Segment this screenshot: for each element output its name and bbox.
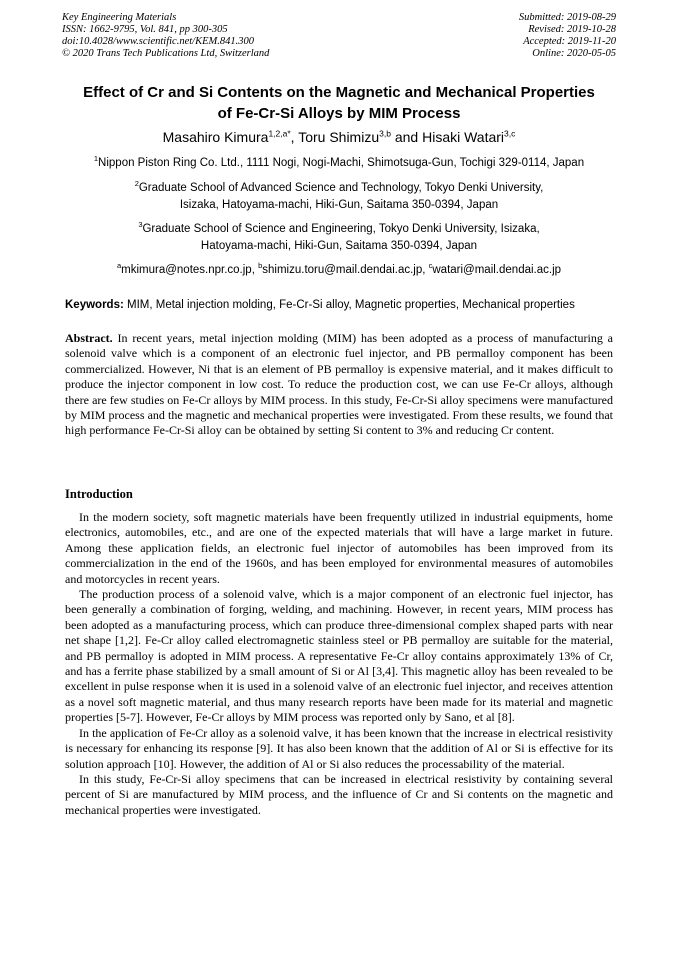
- journal-dates: [519, 12, 616, 60]
- affil-mark: 2: [134, 179, 139, 189]
- email-mark: b: [258, 261, 263, 271]
- affil-mark: 1: [93, 154, 99, 164]
- paragraph: In the application of Fe-Cr alloy as a solenoid valve, it has been known that the increase in electrical resistivity is necessary for enhancing its response [9]. It has also been known that the addition of Al or Si is effective for its solution approach [10]. However, the addition of Al or Si also reduces the processability of the material.: [65, 725, 613, 771]
- author-name: Toru Shimizu: [298, 129, 380, 145]
- date-revised: Revised: 2019-10-28: [528, 24, 616, 35]
- affil-line-2: Isizaka, Hatoyama-machi, Hiki-Gun, Saitama 350-0394, Japan: [179, 199, 499, 211]
- abstract-label: Abstract.: [65, 331, 113, 345]
- affil-line-1: Graduate School of Science and Engineering, Tokyo Denki University, Isizaka,: [142, 223, 540, 235]
- paper-title: [50, 82, 628, 124]
- author-name: Masahiro Kimura: [162, 129, 269, 145]
- journal-issn: ISSN: 1662-9795, Vol. 841, pp 300-305: [62, 24, 228, 35]
- affiliation-3: [90, 221, 588, 255]
- keywords: [65, 298, 616, 312]
- author-separator: ,: [290, 129, 299, 145]
- date-online: Online: 2020-05-05: [532, 48, 616, 59]
- affil-mark: 3: [138, 220, 143, 230]
- abstract: [65, 331, 613, 439]
- date-accepted: Accepted: 2019-11-20: [523, 36, 616, 47]
- abstract-text: In recent years, metal injection molding (MIM) has been adopted as a process of manufacturing a solenoid valve which is a component of an electronic fuel injector, and PB permalloy component has been commercialized. However, Ni that is an element of PB permalloy is expensive material, and it makes difficult to produce the injector component in low cost. To reduce the production cost, we can use Fe-Cr alloys, although there are few studies on Fe-Cr alloys by MIM process. In this study, Fe-Cr-Si alloy specimens were manufactured by MIM process and the magnetic and mechanical properties were investigated. From these results, we found that high performance Fe-Cr-Si alloy can be obtained by setting Si content to 3% and reducing Cr content.: [65, 331, 613, 438]
- affil-text: Nippon Piston Ring Co. Ltd., 1111 Nogi, Nogi-Machi, Shimotsuga-Gun, Tochigi 329-0114, Japan: [98, 157, 585, 169]
- author-separator: and: [390, 129, 423, 145]
- paragraph: In the modern society, soft magnetic materials have been frequently utilized in industrial equipments, home electronics, automobiles, etc., and are one of the expected materials that will have a large market in future. Among these application fields, an electronic fuel injector of automobiles has been improved from its commercialization in the end of the 1960s, and has been employed for environmental measures of automobiles and motorcycles in recent years.: [65, 510, 613, 586]
- title-line-2: of Fe-Cr-Si Alloys by MIM Process: [217, 105, 461, 122]
- author-name: Hisaki Watari: [422, 129, 505, 145]
- paragraph: The production process of a solenoid valve, which is a major component of an electronic fuel injector, has been generally a combination of forging, welding, and machining. However, in recent years, MIM process has been adopted as a manufacturing process, which can produce three-dimensional complex shaped parts with near net shape [1,2]. Fe-Cr alloy called electromagnetic stainless steel or PB permalloy are suitable for the material, and PB permalloy is adopted in MIM process. A representative Fe-Cr alloy contains approximately 13% of Cr, and has a ferrite phase stabilized by a small amount of Si or Al [3,4]. This magnetic alloy has been revealed to be excellent in pulse response when it is used in a solenoid valve of an electronic fuel injector, and receives attention as a novel soft magnetic material, and thus many research reports have been made for its material and magnetic properties [5-7]. However, Fe-Cr alloys by MIM process was reported only by Sano, et al [8].: [65, 587, 613, 725]
- journal-doi: doi:10.4028/www.scientific.net/KEM.841.300: [62, 36, 254, 47]
- introduction-body: [65, 510, 613, 818]
- journal-copyright: © 2020 Trans Tech Publications Ltd, Switzerland: [62, 48, 270, 59]
- affiliation-2: [90, 180, 588, 214]
- author-emails: [50, 262, 628, 279]
- author-affil-mark: 3,c: [504, 128, 516, 139]
- date-submitted: Submitted: 2019-08-29: [518, 12, 616, 23]
- email-address: watari@mail.dendai.ac.jp: [432, 264, 562, 276]
- keywords-text: MIM, Metal injection molding, Fe-Cr-Si alloy, Magnetic properties, Mechanical properties: [123, 299, 575, 311]
- email-address: mkimura@notes.npr.co.jp,: [121, 264, 259, 276]
- section-heading-introduction: Introduction: [65, 487, 133, 501]
- author-list: [40, 128, 638, 146]
- affil-line-2: Hatoyama-machi, Hiki-Gun, Saitama 350-0394, Japan: [200, 240, 478, 252]
- title-line-1: Effect of Cr and Si Contents on the Magnetic and Mechanical Properties: [83, 84, 595, 101]
- affil-line-1: Graduate School of Advanced Science and Technology, Tokyo Denki University,: [138, 182, 544, 194]
- email-mark: a: [116, 261, 122, 271]
- email-mark: c: [428, 261, 433, 271]
- journal-info: [62, 12, 269, 60]
- author-affil-mark: 1,2,a*: [268, 128, 291, 139]
- journal-name: Key Engineering Materials: [62, 12, 177, 23]
- keywords-label: Keywords:: [65, 299, 124, 311]
- email-address: shimizu.toru@mail.dendai.ac.jp,: [262, 264, 429, 276]
- affiliation-1: [50, 155, 628, 172]
- author-affil-mark: 3,b: [379, 128, 391, 139]
- paragraph: In this study, Fe-Cr-Si alloy specimens that can be increased in electrical resistivity by containing several percent of Si are manufactured by MIM process, and the influence of Cr and Si contents on the magnetic and mechanical properties were investigated.: [65, 771, 613, 817]
